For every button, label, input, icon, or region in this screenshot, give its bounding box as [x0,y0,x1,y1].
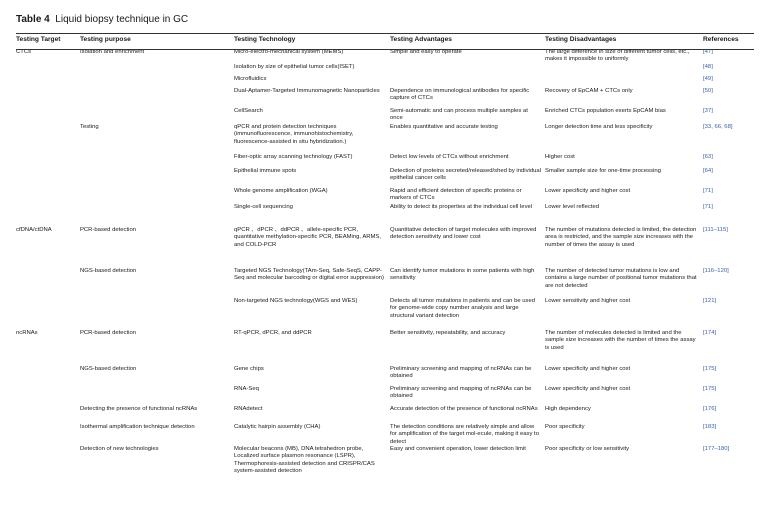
table-row [16,330,754,366]
cell-reference: [33, 66, 68] [703,123,733,130]
cell-technology: RNAdetect [234,405,263,412]
cell-technology: Dual-Aptamer-Targeted Immunomagnetic Nanoparticles [234,87,380,94]
cell-purpose: Detecting the presence of functional ncRNAs [80,405,198,412]
table-row [16,386,754,406]
cell-disadvantages: High dependency [545,405,591,412]
cell-technology: Fiber-optic array scanning technology (FAST) [234,153,353,160]
col-header-target: Testing Target [16,36,61,43]
cell-disadvantages: Recovery of EpCAM + CTCs only [545,87,633,94]
cell-technology: Targeted NGS Technology(TAm-Seq, Safe-SeqS, CAPP-Seq and molecular barcoding or digital error suppression) [234,267,384,282]
cell-technology: Micro-electro-mechanical system (MEMS) [234,49,344,55]
cell-disadvantages: Lower level reflected [545,203,600,210]
cell-target [16,108,80,124]
col-header-technology: Testing Technology [234,36,296,43]
table-row [16,366,754,386]
cell-target [16,76,80,88]
table-row [16,204,754,227]
cell-reference: [183] [703,423,717,430]
table-row [16,154,754,168]
cell-purpose: NGS-based detection [80,365,137,372]
cell-purpose: Detection of new technologies [80,446,159,453]
table-row [16,424,754,446]
cell-reference: [111–115] [703,226,728,233]
cell-disadvantages [545,76,703,88]
cell-advantages [390,76,545,88]
cell-purpose [80,386,234,406]
cell-advantages: Ability to detect its properties at the individual cell level [390,203,533,210]
cell-target [16,64,80,76]
cell-target [16,424,80,446]
cell-purpose [80,188,234,204]
cell-advantages: Preliminary screening and mapping of ncRNAs can be obtained [390,385,532,400]
top-rule [16,33,754,34]
cell-advantages: The detection conditions are relatively simple and allow for amplification of the target mol-ecule, making it easy to detect [390,423,539,445]
cell-advantages: Enables quantitative and accurate testing [390,123,498,130]
cell-purpose [80,64,234,76]
cell-purpose [80,76,234,88]
table-row [16,268,754,298]
cell-purpose: PCR-based detection [80,226,136,233]
table-title: Liquid biopsy technique in GC [55,14,189,25]
cell-technology: Single-cell sequencing [234,203,293,210]
cell-disadvantages: Higher cost [545,153,575,160]
cell-purpose [80,168,234,188]
cell-target [16,298,80,330]
table-row [16,76,754,88]
cell-technology: Molecular beacons (MB), DNA tetrahedron probe, Localized surface plasmon resonance (LSPR), Thermophoresis-assisted detection and CRISPR/CAS system-assisted detection [234,446,375,475]
cell-technology: Isolation by size of epithelial tumor cells(ISET) [234,63,355,70]
cell-reference: [64] [703,167,713,174]
table-row [16,446,754,478]
cell-reference: [177–180] [703,446,730,453]
header-rule [16,49,754,50]
cell-advantages: Accurate detection of the presence of functional ncRNAs [390,405,538,412]
cell-purpose [80,204,234,227]
cell-advantages: Detects all tumor mutations in patients and can be used for genome-wide copy number analysis and large structural variant detection [390,297,536,319]
cell-purpose: NGS-based detection [80,267,137,274]
cell-disadvantages: The large difference in size of different tumor cells, etc., makes it impossible to uniformly [545,49,690,63]
cell-technology: qPCR 、dPCR 、ddPCR 、allele-specific PCR, quantitative methylation-specific PCR, BEAMing, ARMS, and COLD-PCR [234,226,381,248]
cell-reference: [175] [703,365,717,372]
cell-target [16,88,80,108]
col-header-advantages: Testing Advantages [390,36,452,43]
cell-disadvantages: Lower specificity and higher cost [545,385,631,392]
cell-disadvantages: Enriched CTCs population exerts EpCAM bias [545,107,666,114]
cell-advantages: Detection of proteins secreted/released/shed by individual epithelial cancer cells [390,167,541,182]
table-row [16,188,754,204]
cell-disadvantages: Longer detection time and less specificity [545,123,653,130]
cell-target [16,386,80,406]
cell-advantages [390,64,545,76]
cell-reference: [63] [703,153,713,160]
cell-technology: Microfluidics [234,75,267,82]
cell-advantages: Easy and convenient operation, lower detection limit [390,446,526,453]
cell-disadvantages: Lower specificity and higher cost [545,365,631,372]
cell-advantages: Preliminary screening and mapping of ncRNAs can be obtained [390,365,532,380]
cell-target: cfDNA/ctDNA [16,226,52,233]
cell-disadvantages: The number of mutations detected is limited, the detection area is restricted, and the sample size increases with the number of times the assay is used [545,226,697,248]
cell-target [16,268,80,298]
cell-advantages: Simple and easy to operate [390,49,462,55]
cell-purpose: Isolation and enrichment [80,49,145,55]
cell-disadvantages: The number of detected tumor mutations is low and contains a large number of positional tumor mutations that are not detected [545,267,697,289]
cell-target [16,406,80,424]
cell-reference: [47] [703,49,713,55]
cell-advantages: Better sensitivity, repeatability, and accuracy [390,329,506,336]
cell-purpose [80,298,234,330]
cell-target [16,124,80,154]
table-caption [16,14,188,26]
cell-technology: qPCR and protein detection techniques (immunofluorescence, immunohistochemistry, fluorescence-assisted in situ hybridization.) [234,123,354,145]
table-row [16,168,754,188]
cell-advantages: Can identify tumor mutations in some patients with high sensitivity [390,267,535,282]
cell-target [16,204,80,227]
cell-technology: Catalytic hairpin assembly (CHA) [234,423,321,430]
cell-reference: [71] [703,203,713,210]
cell-reference: [71] [703,187,713,194]
header-row [16,36,754,47]
table-row [16,406,754,424]
cell-reference: [176] [703,405,717,412]
cell-target [16,168,80,188]
cell-advantages: Semi-automatic and can process multiple samples at once [390,107,528,122]
table-row [16,227,754,268]
cell-technology: Gene chips [234,365,264,372]
cell-disadvantages [545,64,703,76]
cell-advantages: Dependence on immunological antibodies for specific capture of CTCs [390,87,530,102]
table-row [16,124,754,154]
cell-purpose: Isothermal amplification technique detection [80,423,195,430]
cell-reference: [37] [703,107,713,114]
cell-reference: [174] [703,329,717,336]
cell-disadvantages: The number of molecules detected is limited and the sample size increases with the number of times the assay is used [545,329,696,351]
cell-purpose [80,88,234,108]
cell-target [16,188,80,204]
cell-target: ncRNAs [16,329,38,336]
cell-advantages: Quantitative detection of target molecules with improved detection sensitivity and lower cost [390,226,537,241]
cell-advantages: Detect low levels of CTCs without enrichment [390,153,509,160]
cell-reference: [121] [703,297,717,304]
cell-disadvantages: Poor specificity or low sensitivity [545,446,630,453]
table-row [16,64,754,76]
cell-technology: RT-qPCR, dPCR, and ddPCR [234,329,312,336]
cell-reference: [116–120] [703,267,729,274]
cell-reference: [175] [703,385,717,392]
col-header-purpose: Testing purpose [80,36,131,43]
cell-reference: [48] [703,63,713,70]
table-label: Table 4 [16,14,50,25]
cell-technology: Whole genome amplification (WGA) [234,187,328,194]
col-header-disadvantages: Testing Disadvantages [545,36,617,43]
cell-disadvantages: Smaller sample size for one-time processing [545,167,661,174]
cell-technology: Epithelial immune spots [234,167,297,174]
liquid-biopsy-table [16,36,754,478]
cell-purpose: PCR-based detection [80,329,136,336]
table-body [16,47,754,478]
table-row [16,88,754,108]
cell-purpose [80,154,234,168]
table-row [16,108,754,124]
cell-technology: Non-targeted NGS technology(WGS and WES) [234,297,358,304]
table-row [16,298,754,330]
cell-disadvantages: Lower sensitivity and higher cost [545,297,631,304]
cell-target [16,154,80,168]
cell-disadvantages: Lower specificity and higher cost [545,187,631,194]
cell-disadvantages: Poor specificity [545,423,585,430]
cell-reference: [49] [703,75,713,82]
cell-purpose: Testing [80,123,99,130]
cell-target [16,446,80,478]
cell-purpose [80,108,234,124]
cell-advantages: Rapid and efficient detection of specific proteins or markers of CTCs [390,187,522,202]
cell-target [16,366,80,386]
cell-technology: RNA-Seq [234,385,259,392]
cell-reference: [50] [703,87,713,94]
cell-technology: CellSearch [234,107,263,114]
cell-target: CTCs [16,49,32,55]
col-header-references: References [703,36,739,43]
